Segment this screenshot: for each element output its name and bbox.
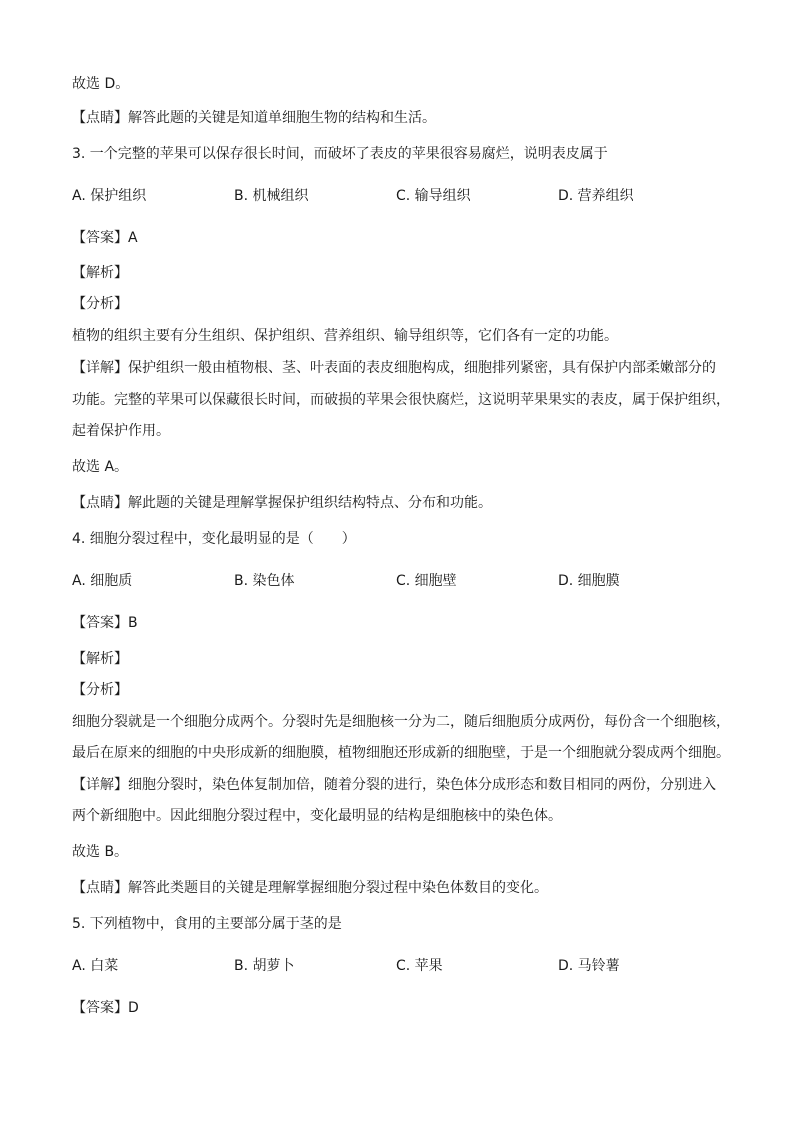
- analyze-text-q4-line2: 最后在原来的细胞的中央形成新的细胞膜，植物细胞还形成新的细胞壁，于是一个细胞就分裂成两个细胞。: [72, 745, 730, 761]
- question-3: 3. 一个完整的苹果可以保存很长时间，而破坏了表皮的苹果很容易腐烂，说明表皮属于: [72, 146, 608, 162]
- option-q3-a: A. 保护组织: [72, 188, 147, 204]
- option-q5-d: D. 马铃薯: [558, 958, 620, 974]
- conclusion-q4: 故选 B。: [72, 844, 129, 860]
- detail-q3-line2: 功能。完整的苹果可以保藏很长时间，而破损的苹果会很快腐烂，这说明苹果果实的表皮，属于保护组织，: [72, 392, 730, 408]
- analyze-heading-q3: 【分析】: [72, 296, 128, 312]
- option-q3-b: B. 机械组织: [234, 188, 309, 204]
- option-q4-d: D. 细胞膜: [558, 573, 620, 589]
- detail-q3-line1: 【详解】保护组织一般由植物根、茎、叶表面的表皮细胞构成，细胞排列紧密，具有保护内部柔嫩部分的: [72, 360, 716, 376]
- conclusion-q2: 故选 D。: [72, 76, 130, 92]
- answer-q3: 【答案】A: [72, 230, 138, 246]
- conclusion-q3: 故选 A。: [72, 459, 129, 475]
- detail-q4-line1: 【详解】细胞分裂时，染色体复制加倍，随着分裂的进行，染色体分成形态和数目相同的两份，分别进入: [72, 777, 716, 793]
- question-4: 4. 细胞分裂过程中，变化最明显的是（ ）: [72, 531, 356, 547]
- detail-q3-line3: 起着保护作用。: [72, 423, 170, 439]
- comment-q4: 【点睛】解答此类题目的关键是理解掌握细胞分裂过程中染色体数目的变化。: [72, 880, 548, 896]
- option-q4-a: A. 细胞质: [72, 573, 133, 589]
- option-q5-c: C. 苹果: [396, 958, 443, 974]
- analyze-heading-q4: 【分析】: [72, 682, 128, 698]
- option-q5-a: A. 白菜: [72, 958, 119, 974]
- analysis-heading-q4: 【解析】: [72, 651, 128, 667]
- comment-q2: 【点睛】解答此题的关键是知道单细胞生物的结构和生活。: [72, 110, 436, 126]
- analyze-text-q3: 植物的组织主要有分生组织、保护组织、营养组织、输导组织等，它们各有一定的功能。: [72, 328, 618, 344]
- option-q3-c: C. 输导组织: [396, 188, 471, 204]
- answer-q5: 【答案】D: [72, 1000, 139, 1016]
- question-5: 5. 下列植物中，食用的主要部分属于茎的是: [72, 916, 342, 932]
- option-q4-b: B. 染色体: [234, 573, 295, 589]
- detail-q4-line2: 两个新细胞中。因此细胞分裂过程中，变化最明显的结构是细胞核中的染色体。: [72, 808, 562, 824]
- option-q4-c: C. 细胞壁: [396, 573, 457, 589]
- answer-q4: 【答案】B: [72, 615, 138, 631]
- option-q5-b: B. 胡萝卜: [234, 958, 295, 974]
- analysis-heading-q3: 【解析】: [72, 265, 128, 281]
- option-q3-d: D. 营养组织: [558, 188, 634, 204]
- analyze-text-q4-line1: 细胞分裂就是一个细胞分成两个。分裂时先是细胞核一分为二，随后细胞质分成两份，每份含一个细胞核，: [72, 714, 730, 730]
- comment-q3: 【点睛】解此题的关键是理解掌握保护组织结构特点、分布和功能。: [72, 495, 492, 511]
